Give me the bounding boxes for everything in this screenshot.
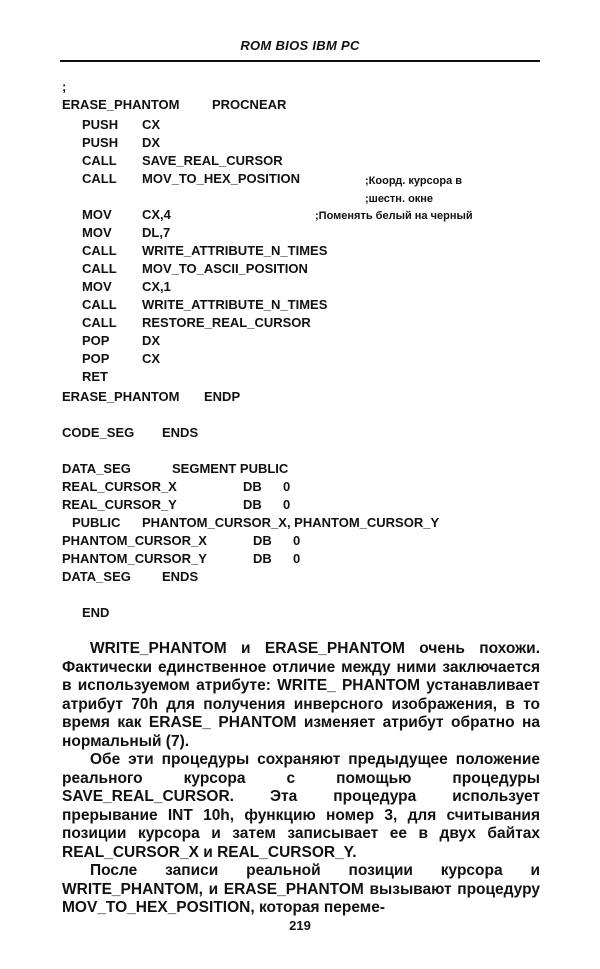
proc-name: ERASE_PHANTOM [62, 97, 180, 112]
public-list: PHANTOM_CURSOR_X, PHANTOM_CURSOR_Y [142, 515, 440, 530]
code-semicolon: ; [62, 79, 67, 94]
code-arg: CX,1 [142, 279, 171, 294]
code-op: CALL [82, 315, 117, 330]
code-op: MOV [82, 225, 112, 240]
code-op: PUSH [82, 135, 119, 150]
data-seg-end-name: DATA_SEG [62, 569, 131, 584]
code-op: CALL [82, 297, 117, 312]
code-op: CALL [82, 243, 117, 258]
code-arg: CX [142, 351, 161, 366]
end-directive: END [82, 605, 110, 620]
code-op: RET [82, 369, 108, 384]
data-seg-ends: ENDS [162, 569, 199, 584]
db-value: 0 [283, 497, 291, 512]
phantom-cursor-x: PHANTOM_CURSOR_X [62, 533, 207, 548]
code-arg: DX [142, 333, 161, 348]
code-op: MOV [82, 279, 112, 294]
code-op: PUSH [82, 117, 119, 132]
db-kw: DB [253, 533, 272, 548]
code-seg-name: CODE_SEG [62, 425, 135, 440]
header-rule [60, 60, 540, 62]
body-text [62, 640, 540, 918]
code-seg-ends: ENDS [162, 425, 199, 440]
code-arg: MOV_TO_HEX_POSITION [142, 171, 300, 186]
code-op: POP [82, 333, 110, 348]
code-comment: ;Коорд. курсора в [365, 175, 463, 187]
code-op: CALL [82, 153, 117, 168]
code-arg: MOV_TO_ASCII_POSITION [142, 261, 308, 276]
code-op: CALL [82, 171, 117, 186]
proc-end-name: ERASE_PHANTOM [62, 389, 180, 404]
paragraph: Обе эти процедуры сохраняют предыдущее положение реального курсора с помощью процедуры SAVE_REAL_CURSOR. Эта процедура использует прерывание INT 10h, функцию номер 3, для считывания позиции курсора и затем записывает ее в двух байтах REAL_CURSOR_X и REAL_CURSOR_Y. [62, 751, 540, 861]
data-seg-name: DATA_SEG [62, 461, 131, 476]
code-op: POP [82, 351, 110, 366]
page-number: 219 [289, 918, 311, 933]
proc-decl: PROCNEAR [212, 97, 287, 112]
code-arg: WRITE_ATTRIBUTE_N_TIMES [142, 297, 328, 312]
code-comment: ;шестн. окне [365, 193, 434, 205]
code-arg: CX,4 [142, 207, 171, 222]
paragraph: WRITE_PHANTOM и ERASE_PHANTOM очень похожи. Фактически единственное отличие между ними заключается в используемом атрибуте: WRITE_ PHANTOM устанавливает атрибут 70h для получения инверсного изображения, в то время как ERASE_ PHANTOM изменяет атрибут обратно на нормальный (7). [62, 640, 540, 750]
db-kw: DB [253, 551, 272, 566]
real-cursor-y: REAL_CURSOR_Y [62, 497, 177, 512]
code-arg: DX [142, 135, 161, 150]
db-value: 0 [283, 479, 291, 494]
code-comment: ;Поменять белый на черный [315, 210, 473, 222]
code-arg: DL,7 [142, 225, 171, 240]
code-op: MOV [82, 207, 112, 222]
paragraph: После записи реальной позиции курсора и WRITE_PHANTOM, и ERASE_PHANTOM вызывают процедуру MOV_TO_HEX_POSITION, которая переме- [62, 862, 540, 916]
code-arg: CX [142, 117, 161, 132]
code-op: CALL [82, 261, 117, 276]
db-kw: DB [243, 497, 262, 512]
db-value: 0 [293, 533, 301, 548]
db-kw: DB [243, 479, 262, 494]
code-arg: WRITE_ATTRIBUTE_N_TIMES [142, 243, 328, 258]
code-arg: RESTORE_REAL_CURSOR [142, 315, 311, 330]
public-kw: PUBLIC [72, 515, 121, 530]
proc-end-kw: ENDP [204, 389, 241, 404]
running-header: ROM BIOS IBM PC [240, 38, 360, 53]
code-arg: SAVE_REAL_CURSOR [142, 153, 283, 168]
db-value: 0 [293, 551, 301, 566]
phantom-cursor-y: PHANTOM_CURSOR_Y [62, 551, 207, 566]
data-seg-kw: SEGMENT PUBLIC [172, 461, 289, 476]
real-cursor-x: REAL_CURSOR_X [62, 479, 177, 494]
